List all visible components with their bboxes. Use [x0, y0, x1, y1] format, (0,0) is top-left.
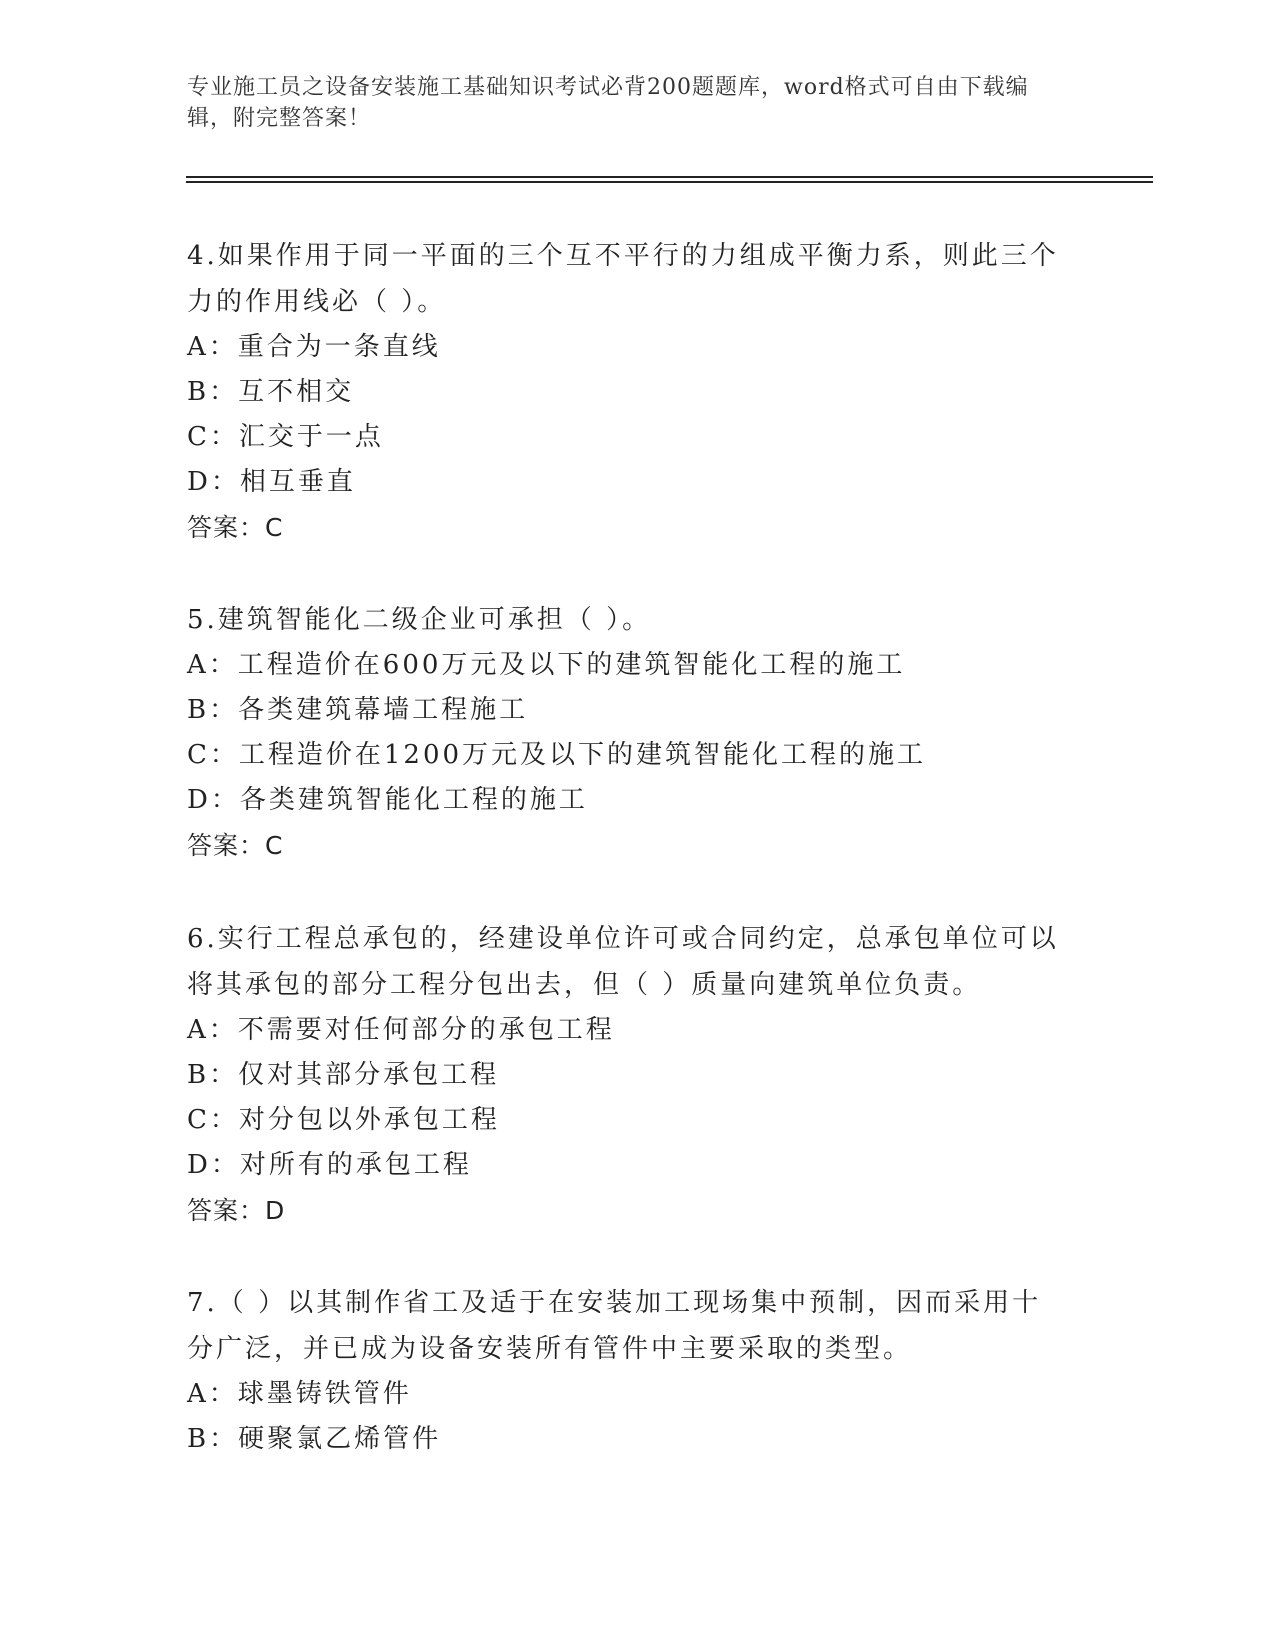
question-stem: 5.建筑智能化二级企业可承担（ ）。 [187, 605, 652, 635]
option-b: B：仅对其部分承包工程 [187, 1060, 500, 1090]
question-7 [187, 1280, 1067, 1462]
option-b: B：硬聚氯乙烯管件 [187, 1424, 442, 1454]
option-d: D：相互垂直 [187, 467, 356, 497]
option-a: A：工程造价在600万元及以下的建筑智能化工程的施工 [187, 650, 906, 680]
option-c: C：工程造价在1200万元及以下的建筑智能化工程的施工 [187, 740, 927, 770]
header-divider-bottom [186, 181, 1153, 183]
question-stem: 6.实行工程总承包的，经建设单位许可或合同约定，总承包单位可以将其承包的部分工程分包出去，但（ ）质量向建筑单位负责。 [187, 924, 1059, 1000]
option-c: C：对分包以外承包工程 [187, 1105, 500, 1135]
question-4 [187, 233, 1067, 550]
option-b: B：互不相交 [187, 377, 355, 407]
option-a: A：球墨铸铁管件 [187, 1379, 412, 1409]
question-6 [187, 916, 1067, 1233]
option-d: D：各类建筑智能化工程的施工 [187, 785, 588, 815]
option-c: C：汇交于一点 [187, 422, 384, 452]
question-stem: 4.如果作用于同一平面的三个互不平行的力组成平衡力系，则此三个力的作用线必（ ）。 [187, 241, 1059, 317]
question-stem: 7.（ ）以其制作省工及适于在安装加工现场集中预制，因而采用十分广泛，并已成为设备安装所有管件中主要采取的类型。 [187, 1288, 1042, 1364]
header-divider-top [186, 176, 1153, 178]
answer-line: 答案：C [187, 513, 284, 542]
document-header: 专业施工员之设备安装施工基础知识考试必背200题题库，word格式可自由下载编辑，附完整答案！ [187, 75, 1029, 131]
option-b: B：各类建筑幕墙工程施工 [187, 695, 529, 725]
question-5 [187, 597, 1067, 868]
answer-line: 答案：D [187, 1196, 286, 1225]
option-a: A：重合为一条直线 [187, 332, 441, 362]
option-d: D：对所有的承包工程 [187, 1150, 472, 1180]
answer-line: 答案：C [187, 831, 284, 860]
option-a: A：不需要对任何部分的承包工程 [187, 1015, 615, 1045]
